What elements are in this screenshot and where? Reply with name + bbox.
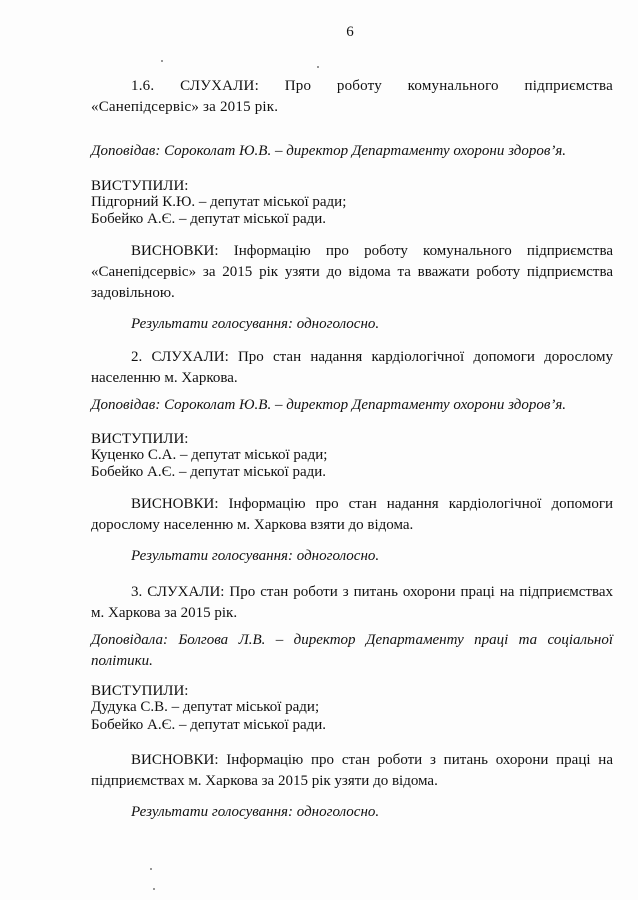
section-3-heard: 3. СЛУХАЛИ: Про стан роботи з питань охорони праці на підприємствах м. Харкова за 2015 рік. [91, 584, 613, 621]
section-3-vote: Результати голосування: одноголосно. [131, 804, 380, 820]
section-1-speaker-1: Підгорний К.Ю. – депутат міської ради; [91, 194, 347, 210]
section-2-speakers-heading: ВИСТУПИЛИ: [91, 431, 189, 447]
section-1-speaker-2: Бобейко А.Є. – депутат міської ради. [91, 211, 327, 227]
section-3-speakers-heading: ВИСТУПИЛИ: [91, 683, 189, 699]
scan-speck [150, 868, 152, 870]
section-3-speaker-1: Дудука С.В. – депутат міської ради; [91, 699, 320, 715]
section-1-conclusions: ВИСНОВКИ: Інформацію про роботу комунального підприємства «Санепідсервіс» за 2015 рік узяти до відома та вважати роботу підприємства задовільною. [91, 243, 613, 301]
section-2-vote: Результати голосування: одноголосно. [131, 548, 380, 564]
section-2-speaker-2: Бобейко А.Є. – депутат міської ради. [91, 464, 327, 480]
section-2-heard: 2. СЛУХАЛИ: Про стан надання кардіологічної допомоги дорослому населенню м. Харкова. [91, 349, 613, 386]
section-1-reporter: Доповідав: Сороколат Ю.В. – директор Департаменту охорони здоров’я. [91, 143, 567, 159]
section-1-heard: 1.6. СЛУХАЛИ: Про роботу комунального підприємства «Санепідсервіс» за 2015 рік. [91, 78, 613, 115]
section-2-speaker-1: Куценко С.А. – депутат міської ради; [91, 447, 328, 463]
section-3-speaker-2: Бобейко А.Є. – депутат міської ради. [91, 717, 327, 733]
section-3-reporter: Доповідала: Болгова Л.В. – директор Департаменту праці та соціальної політики. [91, 632, 613, 669]
section-2-conclusions: ВИСНОВКИ: Інформацію про стан надання кардіологічної допомоги дорослому населенню м. Харкова взяти до відома. [91, 496, 613, 533]
scan-speck [153, 888, 155, 890]
scan-speck [317, 66, 319, 68]
section-2-reporter: Доповідав: Сороколат Ю.В. – директор Департаменту охорони здоров’я. [91, 397, 567, 413]
section-1-vote: Результати голосування: одноголосно. [131, 316, 380, 332]
page-number: 6 [346, 24, 354, 40]
section-3-conclusions: ВИСНОВКИ: Інформацію про стан роботи з питань охорони праці на підприємствах м. Харкова за 2015 рік узяти до відома. [91, 752, 613, 789]
scan-speck [161, 60, 163, 62]
section-1-speakers-heading: ВИСТУПИЛИ: [91, 178, 189, 194]
